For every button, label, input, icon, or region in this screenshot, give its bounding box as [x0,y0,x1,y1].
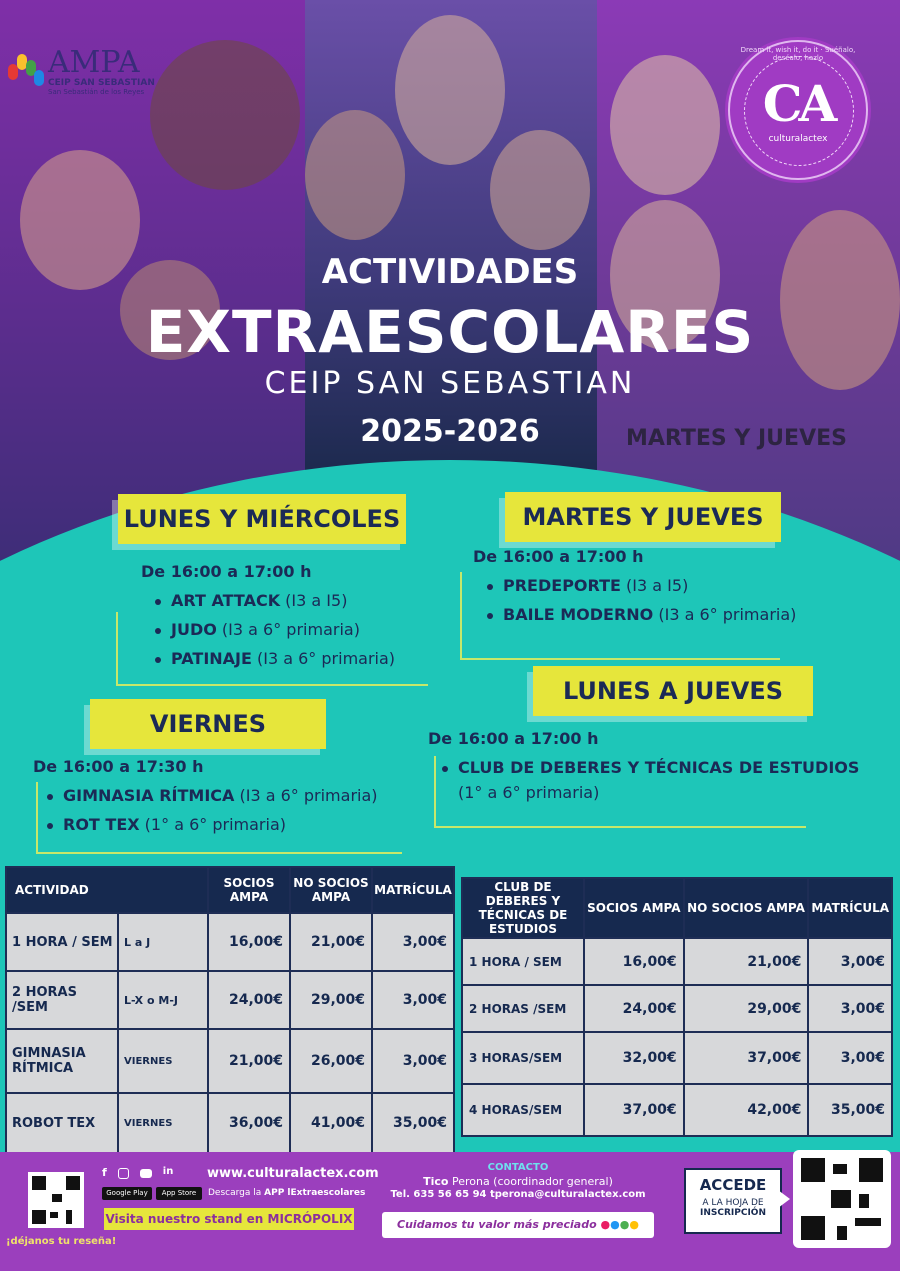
stand-banner: Visita nuestro stand en MICRÓPOLIX [104,1208,354,1230]
table-row: 4 HORAS/SEM 37,00€ 42,00€ 35,00€ [463,1085,891,1135]
heading-lunes-jueves: LUNES A JUEVES [533,666,813,716]
google-play-badge[interactable]: Google Play [102,1187,152,1200]
table-row: 3 HORAS/SEM 32,00€ 37,00€ 3,00€ [463,1033,891,1083]
table-row: GIMNASIA RÍTMICA VIERNES 21,00€ 26,00€ 3,00€ [7,1030,453,1092]
culturalactex-logo [728,40,868,180]
table-header: NO SOCIOS AMPA [685,879,808,937]
ampa-figures-icon [8,50,44,94]
table-header: MATRÍCULA [373,868,453,912]
contact-phone-email[interactable]: Tel. 635 56 65 94 tperona@culturalactex.com [390,1189,646,1200]
child-photo [395,15,505,165]
table-header: MATRÍCULA [809,879,891,937]
heading-lunes-miercoles: LUNES Y MIÉRCOLES [118,494,406,544]
child-photo [490,130,590,250]
registration-button[interactable] [684,1168,782,1234]
schedule-time: De 16:00 a 17:00 h [141,562,312,581]
contact-label: CONTACTO [487,1162,549,1173]
facebook-icon[interactable]: f [102,1166,107,1179]
table-header: SOCIOS AMPA [585,879,683,937]
table-row: ROBOT TEX VIERNES 36,00€ 41,00€ 35,00€ [7,1094,453,1152]
activity-item: BAILE MODERNO (I3 a 6° primaria) [487,605,796,624]
activity-item: JUDO (I3 a 6° primaria) [155,620,395,639]
social-icons [102,1166,173,1179]
table-row: 2 HORAS /SEM 24,00€ 29,00€ 3,00€ [463,986,891,1031]
table-row: 1 HORA / SEM 16,00€ 21,00€ 3,00€ [463,939,891,984]
title-year: 2025-2026 [360,414,540,449]
activity-item: ART ATTACK (I3 a I5) [155,591,395,610]
activity-item: GIMNASIA RÍTMICA (I3 a 6° primaria) [47,786,378,805]
schedule-time: De 16:00 a 17:30 h [33,757,204,776]
title-line2: EXTRAESCOLARES [145,298,755,366]
table-header: NO SOCIOS AMPA [291,868,371,912]
app-download-text: Descarga la APP lExtraescolares [208,1188,366,1198]
ampa-name: AMPA [48,45,140,80]
ampa-school: CEIP SAN SEBASTIAN [48,78,155,88]
schedule-time: De 16:00 a 17:00 h [428,729,599,748]
ampa-logo [8,45,155,96]
title-line1: ACTIVIDADES [321,252,579,292]
table-header: SOCIOS AMPA [209,868,289,912]
youtube-icon[interactable] [140,1169,152,1178]
price-table-activities [5,866,455,1154]
heading-viernes: VIERNES [90,699,326,749]
app-store-badge[interactable]: App Store [156,1187,202,1200]
schedule-viernes [33,757,378,834]
child-photo [305,110,405,240]
price-table-club [461,877,893,1137]
activity-item: ROT TEX (1° a 6° primaria) [47,815,378,834]
website-link[interactable]: www.culturalactex.com [207,1166,379,1181]
schedule-time: De 16:00 a 17:00 h [473,547,644,566]
activity-item: PREDEPORTE (I3 a I5) [487,576,796,595]
child-photo [150,40,300,190]
registration-qr-code[interactable] [793,1150,891,1248]
table-header: ACTIVIDAD [7,868,207,912]
title-school: CEIP SAN SEBASTIAN [264,366,636,401]
ampa-sub: San Sebastián de los Reyes [48,88,145,96]
tagline: Cuidamos tu valor más preciado [397,1218,597,1231]
linkedin-icon[interactable]: in [162,1166,174,1177]
accede-line3: INSCRIPCIÓN [700,1208,766,1218]
ca-letters: CA [762,74,834,133]
tagline-ribbon: Cuidamos tu valor más preciado ●●●● [382,1212,654,1238]
review-qr-code[interactable] [28,1172,84,1228]
table-header: CLUB DE DEBERES Y TÉCNICAS DE ESTUDIOS [463,879,583,937]
accede-line2: A LA HOJA DE [702,1198,764,1208]
ghost-text: MARTES Y JUEVES [626,426,847,451]
heading-martes-jueves: MARTES Y JUEVES [505,492,781,542]
review-text[interactable]: ¡déjanos tu reseña! [6,1236,117,1247]
contact-name: Tico Perona (coordinador general) [423,1175,613,1188]
arrow-right-icon [778,1190,790,1208]
activity-item: PATINAJE (I3 a 6° primaria) [155,649,395,668]
activity-item: CLUB DE DEBERES Y TÉCNICAS DE ESTUDIOS [442,758,859,777]
ca-brand-name: culturalactex [768,134,828,144]
ca-ring-text: Dream it, wish it, do it · Suéñalo, deséalo, hazlo [740,46,856,62]
accede-title: ACCEDE [699,1176,767,1194]
child-photo [610,55,720,195]
instagram-icon[interactable] [118,1168,129,1179]
activity-item-detail: (1° a 6° primaria) [458,783,600,802]
schedule-martes-jueves [473,547,796,624]
schedule-lunes-jueves [428,729,859,802]
schedule-lunes-miercoles [141,562,395,668]
table-row: 1 HORA / SEM L a J 16,00€ 21,00€ 3,00€ [7,914,453,970]
table-row: 2 HORAS /SEM L-X o M-J 24,00€ 29,00€ 3,00€ [7,972,453,1028]
